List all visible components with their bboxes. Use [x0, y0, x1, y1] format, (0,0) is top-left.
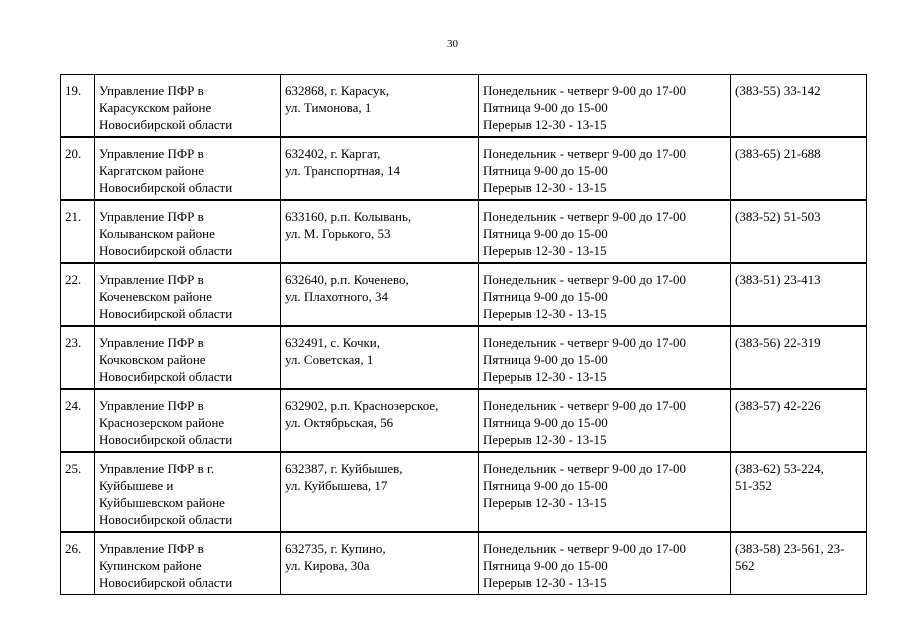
address-line: ул. М. Горького, 53 — [285, 226, 391, 241]
schedule-cell — [479, 452, 731, 532]
schedule-cell — [479, 75, 731, 138]
address-cell — [281, 532, 479, 595]
address-cell — [281, 137, 479, 200]
address-line: ул. Тимонова, 1 — [285, 100, 372, 115]
schedule-line: Перерыв 12-30 - 13-15 — [483, 243, 607, 258]
phone-line: (383-62) 53-224, — [735, 461, 824, 476]
page-number: 30 — [447, 38, 458, 50]
phone-cell — [731, 200, 867, 263]
office-name-line: Управление ПФР в — [99, 83, 204, 98]
schedule-cell — [479, 532, 731, 595]
phone-line: (383-56) 22-319 — [735, 335, 821, 350]
table-row — [61, 389, 867, 452]
address-line: ул. Транспортная, 14 — [285, 163, 401, 178]
address-line: 632902, р.п. Краснозерское, — [285, 398, 439, 413]
address-line: 632735, г. Купино, — [285, 541, 386, 556]
office-name-line: Управление ПФР в — [99, 272, 204, 287]
office-name-line: Кочковском районе — [99, 352, 206, 367]
address-cell — [281, 75, 479, 138]
office-name-line: Краснозерском районе — [99, 415, 225, 430]
phone-line: (383-51) 23-413 — [735, 272, 821, 287]
phone-line: (383-55) 33-142 — [735, 83, 821, 98]
office-name-line: Карасукском районе — [99, 100, 212, 115]
phone-cell — [731, 137, 867, 200]
table-row — [61, 200, 867, 263]
schedule-line: Пятница 9-00 до 15-00 — [483, 352, 608, 367]
schedule-line: Пятница 9-00 до 15-00 — [483, 289, 608, 304]
office-name-line: Новосибирской области — [99, 575, 233, 590]
office-name-line: Купинском районе — [99, 558, 202, 573]
address-line: 632387, г. Куйбышев, — [285, 461, 403, 476]
table-row — [61, 326, 867, 389]
schedule-line: Понедельник - четверг 9-00 до 17-00 — [483, 146, 686, 161]
office-name-line: Новосибирской области — [99, 369, 233, 384]
schedule-line: Перерыв 12-30 - 13-15 — [483, 180, 607, 195]
address-cell — [281, 326, 479, 389]
office-name-line: Новосибирской области — [99, 512, 233, 527]
phone-cell — [731, 263, 867, 326]
schedule-line: Понедельник - четверг 9-00 до 17-00 — [483, 83, 686, 98]
row-number-cell: 22. — [61, 263, 95, 326]
office-name-cell — [95, 452, 281, 532]
schedule-cell — [479, 137, 731, 200]
schedule-line: Пятница 9-00 до 15-00 — [483, 100, 608, 115]
address-line: 633160, р.п. Колывань, — [285, 209, 412, 224]
schedule-line: Перерыв 12-30 - 13-15 — [483, 432, 607, 447]
office-name-line: Коченевском районе — [99, 289, 212, 304]
address-cell — [281, 389, 479, 452]
schedule-cell — [479, 200, 731, 263]
office-name-line: Управление ПФР в — [99, 146, 204, 161]
address-line: 632868, г. Карасук, — [285, 83, 390, 98]
office-name-line: Куйбышевском районе — [99, 495, 225, 510]
schedule-line: Пятница 9-00 до 15-00 — [483, 415, 608, 430]
phone-cell — [731, 389, 867, 452]
office-name-line: Колыванском районе — [99, 226, 215, 241]
office-name-cell — [95, 532, 281, 595]
schedule-line: Пятница 9-00 до 15-00 — [483, 558, 608, 573]
row-number-cell: 19. — [61, 75, 95, 138]
schedule-cell — [479, 326, 731, 389]
row-number-cell: 24. — [61, 389, 95, 452]
address-line: ул. Кирова, 30а — [285, 558, 370, 573]
schedule-line: Понедельник - четверг 9-00 до 17-00 — [483, 272, 686, 287]
table-row — [61, 75, 867, 138]
address-cell — [281, 200, 479, 263]
row-number-cell: 20. — [61, 137, 95, 200]
schedule-line: Понедельник - четверг 9-00 до 17-00 — [483, 335, 686, 350]
address-line: 632640, р.п. Коченево, — [285, 272, 409, 287]
schedule-line: Пятница 9-00 до 15-00 — [483, 226, 608, 241]
offices-table-body — [61, 75, 867, 595]
table-row — [61, 532, 867, 595]
office-name-line: Управление ПФР в — [99, 541, 204, 556]
row-number-cell: 25. — [61, 452, 95, 532]
phone-line: 51-352 — [735, 478, 772, 493]
schedule-cell — [479, 389, 731, 452]
address-line: 632402, г. Каргат, — [285, 146, 381, 161]
table-row — [61, 452, 867, 532]
office-name-cell — [95, 200, 281, 263]
office-name-line: Каргатском районе — [99, 163, 204, 178]
office-name-line: Управление ПФР в — [99, 209, 204, 224]
phone-line: 562 — [735, 558, 755, 573]
office-name-line: Управление ПФР в г. — [99, 461, 215, 476]
phone-cell — [731, 326, 867, 389]
address-line: ул. Советская, 1 — [285, 352, 374, 367]
office-name-cell — [95, 137, 281, 200]
row-number-cell: 26. — [61, 532, 95, 595]
office-name-cell — [95, 326, 281, 389]
phone-line: (383-58) 23-561, 23- — [735, 541, 845, 556]
address-line: ул. Куйбышева, 17 — [285, 478, 388, 493]
office-name-line: Куйбышеве и — [99, 478, 174, 493]
address-cell — [281, 452, 479, 532]
table-row — [61, 263, 867, 326]
schedule-line: Перерыв 12-30 - 13-15 — [483, 575, 607, 590]
schedule-line: Пятница 9-00 до 15-00 — [483, 163, 608, 178]
offices-table — [60, 74, 867, 595]
row-number-cell: 21. — [61, 200, 95, 263]
office-name-line: Новосибирской области — [99, 432, 233, 447]
phone-cell — [731, 452, 867, 532]
schedule-line: Понедельник - четверг 9-00 до 17-00 — [483, 209, 686, 224]
phone-cell — [731, 532, 867, 595]
office-name-cell — [95, 389, 281, 452]
address-line: 632491, с. Кочки, — [285, 335, 381, 350]
phone-line: (383-65) 21-688 — [735, 146, 821, 161]
table-row — [61, 137, 867, 200]
phone-line: (383-57) 42-226 — [735, 398, 821, 413]
address-line: ул. Плахотного, 34 — [285, 289, 389, 304]
office-name-line: Новосибирской области — [99, 117, 233, 132]
schedule-line: Перерыв 12-30 - 13-15 — [483, 306, 607, 321]
address-cell — [281, 263, 479, 326]
schedule-line: Перерыв 12-30 - 13-15 — [483, 369, 607, 384]
schedule-line: Перерыв 12-30 - 13-15 — [483, 495, 607, 510]
address-line: ул. Октябрьская, 56 — [285, 415, 394, 430]
phone-line: (383-52) 51-503 — [735, 209, 821, 224]
office-name-line: Управление ПФР в — [99, 398, 204, 413]
phone-cell — [731, 75, 867, 138]
office-name-line: Новосибирской области — [99, 306, 233, 321]
schedule-line: Пятница 9-00 до 15-00 — [483, 478, 608, 493]
schedule-line: Понедельник - четверг 9-00 до 17-00 — [483, 541, 686, 556]
schedule-line: Перерыв 12-30 - 13-15 — [483, 117, 607, 132]
office-name-cell — [95, 75, 281, 138]
row-number-cell: 23. — [61, 326, 95, 389]
office-name-cell — [95, 263, 281, 326]
schedule-line: Понедельник - четверг 9-00 до 17-00 — [483, 461, 686, 476]
schedule-cell — [479, 263, 731, 326]
office-name-line: Управление ПФР в — [99, 335, 204, 350]
office-name-line: Новосибирской области — [99, 243, 233, 258]
office-name-line: Новосибирской области — [99, 180, 233, 195]
schedule-line: Понедельник - четверг 9-00 до 17-00 — [483, 398, 686, 413]
